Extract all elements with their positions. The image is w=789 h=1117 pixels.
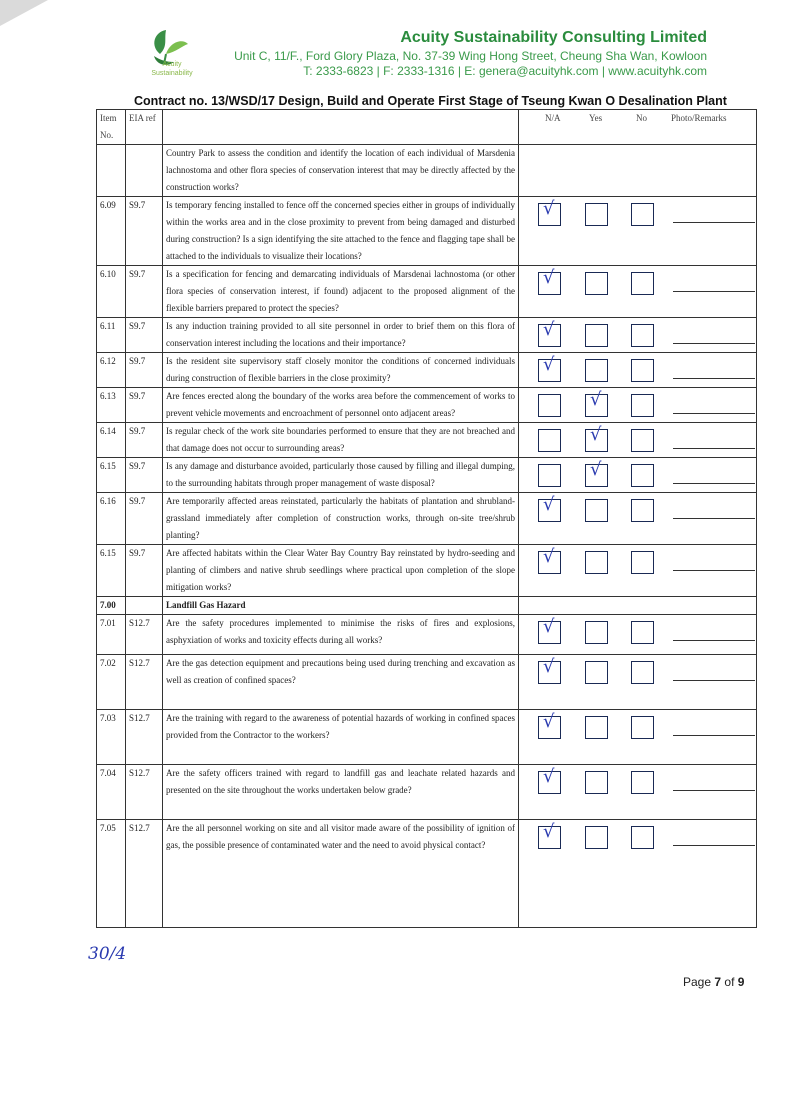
item-number: 6.15 bbox=[97, 545, 126, 597]
checkbox-yes[interactable] bbox=[585, 661, 608, 684]
description-cell: Is regular check of the work site boundaries performed to ensure that they are not breached and that damage does not occur to surrounding areas? bbox=[163, 423, 519, 458]
eia-ref: S9.7 bbox=[126, 353, 163, 388]
remarks-line bbox=[673, 448, 755, 449]
description-cell: Are the gas detection equipment and precautions being used during trenching and excavation as well as creation of confined spaces? bbox=[163, 655, 519, 710]
header-remarks: Photo/Remarks bbox=[671, 113, 727, 123]
section-number: 7.00 bbox=[97, 597, 126, 615]
check-mark-icon: √ bbox=[543, 821, 555, 842]
description-cell: Are the training with regard to the awareness of potential hazards of working in confined spaces provided from the Contractor to the workers? bbox=[163, 710, 519, 765]
item-number: 6.10 bbox=[97, 266, 126, 318]
eia-ref: S9.7 bbox=[126, 266, 163, 318]
description-cell: Are the all personnel working on site and all visitor made aware of the possibility of ignition of gas, the possible presence of contaminated water and the need to avoid physical contact? bbox=[163, 820, 519, 928]
header-no: No bbox=[636, 113, 647, 123]
checkbox-no[interactable] bbox=[631, 551, 654, 574]
header-eia-ref: EIA ref bbox=[126, 110, 163, 145]
checkbox-no[interactable] bbox=[631, 394, 654, 417]
header-item-no: Item No. bbox=[97, 110, 126, 145]
item-number: 6.09 bbox=[97, 197, 126, 266]
table-row bbox=[97, 353, 757, 388]
check-mark-icon: √ bbox=[590, 424, 602, 445]
checkbox-yes[interactable] bbox=[585, 499, 608, 522]
checks-cell bbox=[519, 388, 757, 423]
table-row bbox=[97, 615, 757, 655]
checkbox-yes[interactable] bbox=[585, 771, 608, 794]
table-row bbox=[97, 197, 757, 266]
checkbox-yes[interactable] bbox=[585, 621, 608, 644]
check-mark-icon: √ bbox=[590, 459, 602, 480]
checks-cell bbox=[519, 197, 757, 266]
eia-ref: S12.7 bbox=[126, 710, 163, 765]
checks-cell bbox=[519, 318, 757, 353]
table-row bbox=[97, 458, 757, 493]
checkbox-na[interactable] bbox=[538, 354, 561, 382]
check-mark-icon: √ bbox=[543, 616, 555, 637]
checkbox-na[interactable] bbox=[538, 394, 561, 417]
check-mark-icon: √ bbox=[590, 389, 602, 410]
check-mark-icon: √ bbox=[543, 198, 555, 219]
item-number: 7.03 bbox=[97, 710, 126, 765]
eia-ref: S9.7 bbox=[126, 458, 163, 493]
description-cell: Is the resident site supervisory staff closely monitor the conditions of concerned individuals during construction of flexible barriers in the close proximity? bbox=[163, 353, 519, 388]
table-row bbox=[97, 710, 757, 765]
check-mark-icon: √ bbox=[543, 319, 555, 340]
remarks-line bbox=[673, 483, 755, 484]
table-row bbox=[97, 545, 757, 597]
checkbox-na[interactable] bbox=[538, 319, 561, 347]
item-number: 6.11 bbox=[97, 318, 126, 353]
remarks-line bbox=[673, 640, 755, 641]
table-row bbox=[97, 318, 757, 353]
eia-ref: S12.7 bbox=[126, 615, 163, 655]
check-mark-icon: √ bbox=[543, 354, 555, 375]
check-mark-icon: √ bbox=[543, 711, 555, 732]
checkbox-no[interactable] bbox=[631, 429, 654, 452]
description-cell: Are fences erected along the boundary of the works area before the commencement of works to prevent vehicle movements and encroachment of personnel onto adjacent areas? bbox=[163, 388, 519, 423]
item-number: 7.02 bbox=[97, 655, 126, 710]
eia-ref: S9.7 bbox=[126, 545, 163, 597]
description-cell: Are temporarily affected areas reinstated, particularly the habitats of plantation and shrubland-grassland immediately after completion of construction works, through on-site tree/shrub planting? bbox=[163, 493, 519, 545]
table-row bbox=[97, 145, 757, 197]
table-row bbox=[97, 820, 757, 928]
checkbox-no[interactable] bbox=[631, 771, 654, 794]
checks-cell bbox=[519, 765, 757, 820]
section-title: Landfill Gas Hazard bbox=[163, 597, 519, 615]
checks-cell bbox=[519, 266, 757, 318]
item-number: 7.04 bbox=[97, 765, 126, 820]
checkbox-yes[interactable] bbox=[585, 359, 608, 382]
remarks-line bbox=[673, 570, 755, 571]
checkbox-yes[interactable] bbox=[585, 272, 608, 295]
checkbox-na[interactable] bbox=[538, 494, 561, 522]
checkbox-yes[interactable] bbox=[585, 389, 608, 417]
checkbox-yes[interactable] bbox=[585, 424, 608, 452]
remarks-line bbox=[673, 845, 755, 846]
company-contacts: T: 2333-6823 | F: 2333-1316 | E: genera@acuityhk.com | www.acuityhk.com bbox=[303, 64, 707, 78]
eia-ref: S12.7 bbox=[126, 820, 163, 928]
item-number: 7.05 bbox=[97, 820, 126, 928]
checks-cell bbox=[519, 145, 757, 197]
remarks-line bbox=[673, 343, 755, 344]
description-cell: Is any induction training provided to all site personnel in order to brief them on this flora of conservation interest including the locations and their importance? bbox=[163, 318, 519, 353]
ref-cell bbox=[126, 597, 163, 615]
checks-cell bbox=[519, 710, 757, 765]
remarks-line bbox=[673, 378, 755, 379]
checks-cell bbox=[519, 615, 757, 655]
checkbox-yes[interactable] bbox=[585, 551, 608, 574]
checkbox-yes[interactable] bbox=[585, 826, 608, 849]
checkbox-no[interactable] bbox=[631, 272, 654, 295]
checkbox-yes[interactable] bbox=[585, 716, 608, 739]
description-cell: Are the safety procedures implemented to minimise the risks of fires and explosions, asphyxiation of works and toxicity effects during all works? bbox=[163, 615, 519, 655]
eia-ref: S9.7 bbox=[126, 423, 163, 458]
checkbox-no[interactable] bbox=[631, 324, 654, 347]
handwritten-note: 30/4 bbox=[88, 944, 127, 964]
item-cell bbox=[97, 145, 126, 197]
checks-cell bbox=[519, 597, 757, 615]
checks-cell bbox=[519, 820, 757, 928]
checkbox-na[interactable] bbox=[538, 464, 561, 487]
description-cell: Are the safety officers trained with regard to landfill gas and leachate related hazards and presented on the site throughout the works undertaken below grade? bbox=[163, 765, 519, 820]
checkbox-no[interactable] bbox=[631, 716, 654, 739]
check-mark-icon: √ bbox=[543, 656, 555, 677]
checks-cell bbox=[519, 493, 757, 545]
checks-cell bbox=[519, 655, 757, 710]
eia-ref: S12.7 bbox=[126, 765, 163, 820]
table-row bbox=[97, 266, 757, 318]
checkbox-na[interactable] bbox=[538, 656, 561, 684]
checks-cell bbox=[519, 353, 757, 388]
contract-title: Contract no. 13/WSD/17 Design, Build and Operate First Stage of Tseung Kwan O Desalination Plant bbox=[134, 94, 727, 108]
header-description bbox=[163, 110, 519, 145]
remarks-line bbox=[673, 222, 755, 223]
company-address: Unit C, 11/F., Ford Glory Plaza, No. 37-39 Wing Hong Street, Cheung Sha Wan, Kowloon bbox=[234, 49, 707, 63]
checks-cell bbox=[519, 545, 757, 597]
header-yes: Yes bbox=[589, 113, 603, 123]
ref-cell bbox=[126, 145, 163, 197]
item-number: 6.16 bbox=[97, 493, 126, 545]
check-mark-icon: √ bbox=[543, 494, 555, 515]
eia-ref: S9.7 bbox=[126, 493, 163, 545]
item-number: 6.12 bbox=[97, 353, 126, 388]
checkbox-na[interactable] bbox=[538, 711, 561, 739]
remarks-line bbox=[673, 291, 755, 292]
checkbox-no[interactable] bbox=[631, 359, 654, 382]
checkbox-na[interactable] bbox=[538, 821, 561, 849]
description-cell: Is temporary fencing installed to fence off the concerned species either in groups of individually within the works area and in the close proximity to prevent from being damaged and disturbed during construction? Is a sign identifying the site attached to the fence and flagging tape shall be attached to the individuals to visualize their locations? bbox=[163, 197, 519, 266]
checkbox-na[interactable] bbox=[538, 198, 561, 226]
eia-ref: S9.7 bbox=[126, 197, 163, 266]
remarks-line bbox=[673, 518, 755, 519]
checkbox-na[interactable] bbox=[538, 616, 561, 644]
item-number: 6.14 bbox=[97, 423, 126, 458]
checkbox-no[interactable] bbox=[631, 203, 654, 226]
checkbox-yes[interactable] bbox=[585, 203, 608, 226]
table-row bbox=[97, 388, 757, 423]
eia-ref: S9.7 bbox=[126, 318, 163, 353]
checkbox-na[interactable] bbox=[538, 546, 561, 574]
check-mark-icon: √ bbox=[543, 546, 555, 567]
page-number: Page 7 of 9 bbox=[683, 975, 745, 989]
table-row bbox=[97, 655, 757, 710]
checkbox-no[interactable] bbox=[631, 826, 654, 849]
eia-ref: S9.7 bbox=[126, 388, 163, 423]
table-row bbox=[97, 765, 757, 820]
checkbox-na[interactable] bbox=[538, 766, 561, 794]
description-cell: Are affected habitats within the Clear Water Bay Country Bay reinstated by hydro-seeding and planting of climbers and native shrub seedlings where practical upon completion of the slope mitigation works? bbox=[163, 545, 519, 597]
eia-ref: S12.7 bbox=[126, 655, 163, 710]
check-mark-icon: √ bbox=[543, 267, 555, 288]
item-number: 6.13 bbox=[97, 388, 126, 423]
checkbox-no[interactable] bbox=[631, 621, 654, 644]
description-cell: Is any damage and disturbance avoided, particularly those caused by filling and illegal dumping, to the surrounding habitats through proper management of waste disposal? bbox=[163, 458, 519, 493]
remarks-line bbox=[673, 680, 755, 681]
checkbox-yes[interactable] bbox=[585, 459, 608, 487]
checkbox-no[interactable] bbox=[631, 464, 654, 487]
table-row bbox=[97, 423, 757, 458]
logo-text: Acuity Sustainability bbox=[151, 61, 193, 77]
scan-corner-mark bbox=[0, 0, 48, 26]
description-cell: Is a specification for fencing and demarcating individuals of Marsdenai lachnostoma (or other flora species of conservation interest, if found) adjacent to the proposed alignment of the flexible barriers prepared to protect the species? bbox=[163, 266, 519, 318]
checkbox-yes[interactable] bbox=[585, 324, 608, 347]
remarks-line bbox=[673, 413, 755, 414]
checklist-table bbox=[96, 109, 757, 928]
company-name: Acuity Sustainability Consulting Limited bbox=[400, 29, 707, 46]
checks-cell bbox=[519, 423, 757, 458]
table-header-row bbox=[97, 110, 757, 145]
checkbox-no[interactable] bbox=[631, 499, 654, 522]
header-checks bbox=[519, 110, 757, 145]
checkbox-na[interactable] bbox=[538, 429, 561, 452]
item-number: 7.01 bbox=[97, 615, 126, 655]
check-mark-icon: √ bbox=[543, 766, 555, 787]
table-row bbox=[97, 493, 757, 545]
item-number: 6.15 bbox=[97, 458, 126, 493]
remarks-line bbox=[673, 790, 755, 791]
header-na: N/A bbox=[545, 113, 561, 123]
remarks-line bbox=[673, 735, 755, 736]
checks-cell bbox=[519, 458, 757, 493]
checkbox-na[interactable] bbox=[538, 267, 561, 295]
description-cell: Country Park to assess the condition and identify the location of each individual of Marsdenia lachnostoma and other flora species of conservation interest that may be directly affected by the construction works? bbox=[163, 145, 519, 197]
checkbox-no[interactable] bbox=[631, 661, 654, 684]
section-row bbox=[97, 597, 757, 615]
